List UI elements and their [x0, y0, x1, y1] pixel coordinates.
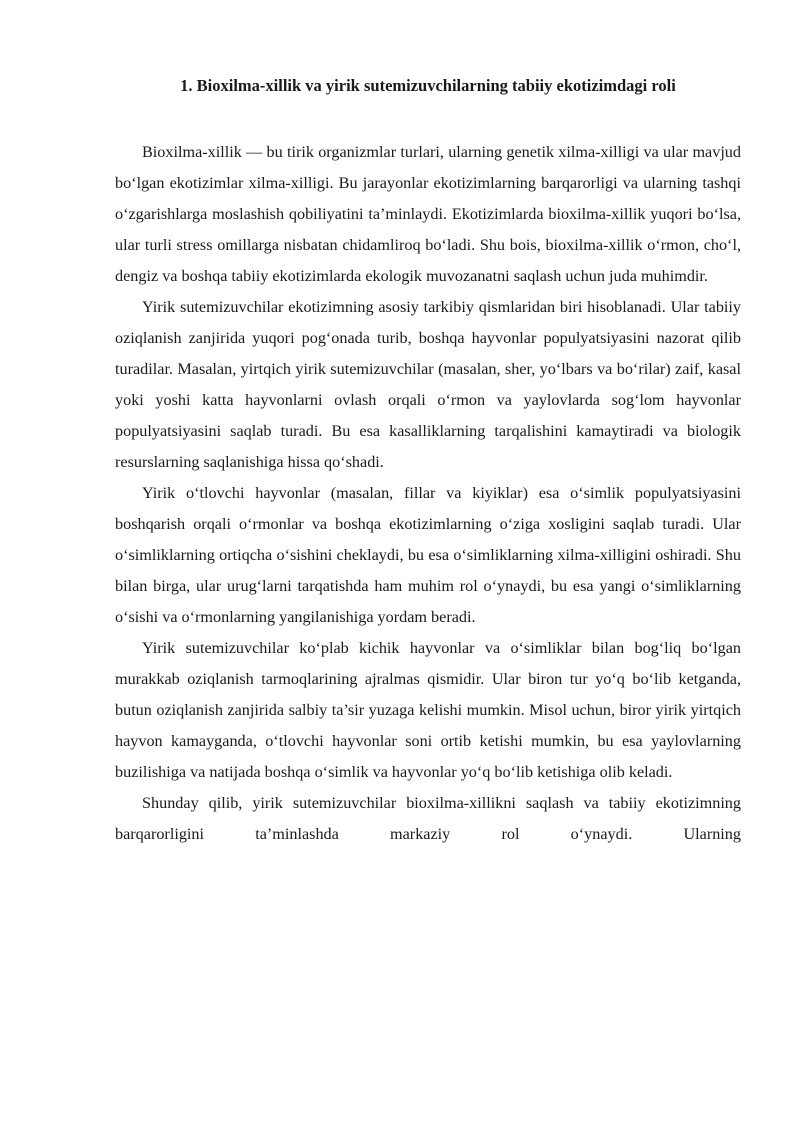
section-title: 1. Bioxilma-xillik va yirik sutemizuvchilarning tabiiy ekotizimdagi roli [180, 76, 676, 95]
paragraph-biodiversity-definition: Bioxilma-xillik — bu tirik organizmlar turlari, ularning genetik xilma-xilligi va ular mavjud bo‘lgan ekotizimlar xilma-xilligi. Bu jarayonlar ekotizimlarning barqarorligi va ularning tashqi o‘zgarishlarga moslashish qobiliyatini ta’minlaydi. Ekotizimlarda bioxilma-xillik yuqori bo‘lsa, ular turli stress omillarga nisbatan chidamliroq bo‘ladi. Shu bois, bioxilma-xillik o‘rmon, cho‘l, dengiz va boshqa tabiiy ekotizimlarda ekologik muvozanatni saqlash uchun juda muhimdir. [115, 143, 741, 285]
document-body [115, 74, 741, 850]
paragraph-herbivores: Yirik o‘tlovchi hayvonlar (masalan, fillar va kiyiklar) esa o‘simlik populyatsiyasini boshqarish orqali o‘rmonlar va boshqa ekotizimlarning o‘ziga xosligini saqlab turadi. Ular o‘simliklarning ortiqcha o‘sishini cheklaydi, bu esa o‘simliklarning xilma-xilligini oshiradi. Shu bilan birga, ular urug‘larni tarqatishda ham muhim rol o‘ynaydi, bu esa yangi o‘simliklarning o‘sishi va o‘rmonlarning yangilanishiga yordam beradi. [115, 484, 741, 626]
paragraph-food-webs: Yirik sutemizuvchilar ko‘plab kichik hayvonlar va o‘simliklar bilan bog‘liq bo‘lgan murakkab oziqlanish tarmoqlarining ajralmas qismidir. Ular biron tur yo‘q bo‘lib ketganda, butun oziqlanish zanjirida salbiy ta’sir yuzaga kelishi mumkin. Misol uchun, biror yirik yirtqich hayvon kamayganda, o‘tlovchi hayvonlar soni ortib ketishi mumkin, bu esa yaylovlarning buzilishiga va natijada boshqa o‘simlik va hayvonlar yo‘q bo‘lib ketishiga olib keladi. [115, 639, 741, 781]
paragraph-large-mammals-role: Yirik sutemizuvchilar ekotizimning asosiy tarkibiy qismlaridan biri hisoblanadi. Ular tabiiy oziqlanish zanjirida yuqori pog‘onada turib, boshqa hayvonlar populyatsiyasini nazorat qilib turadilar. Masalan, yirtqich yirik sutemizuvchilar (masalan, sher, yo‘lbars va bo‘rilar) zaif, kasal yoki yoshi katta hayvonlarni ovlash orqali o‘rmon va yaylovlarda sog‘lom hayvonlar populyatsiyasini saqlab turadi. Bu esa kasalliklarning tarqalishini kamaytiradi va biologik resurslarning saqlanishiga hissa qo‘shadi. [115, 298, 741, 471]
paragraph-conclusion: Shunday qilib, yirik sutemizuvchilar bioxilma-xillikni saqlash va tabiiy ekotizimning barqarorligini ta’minlashda markaziy rol o‘ynaydi. Ularning [115, 794, 741, 843]
